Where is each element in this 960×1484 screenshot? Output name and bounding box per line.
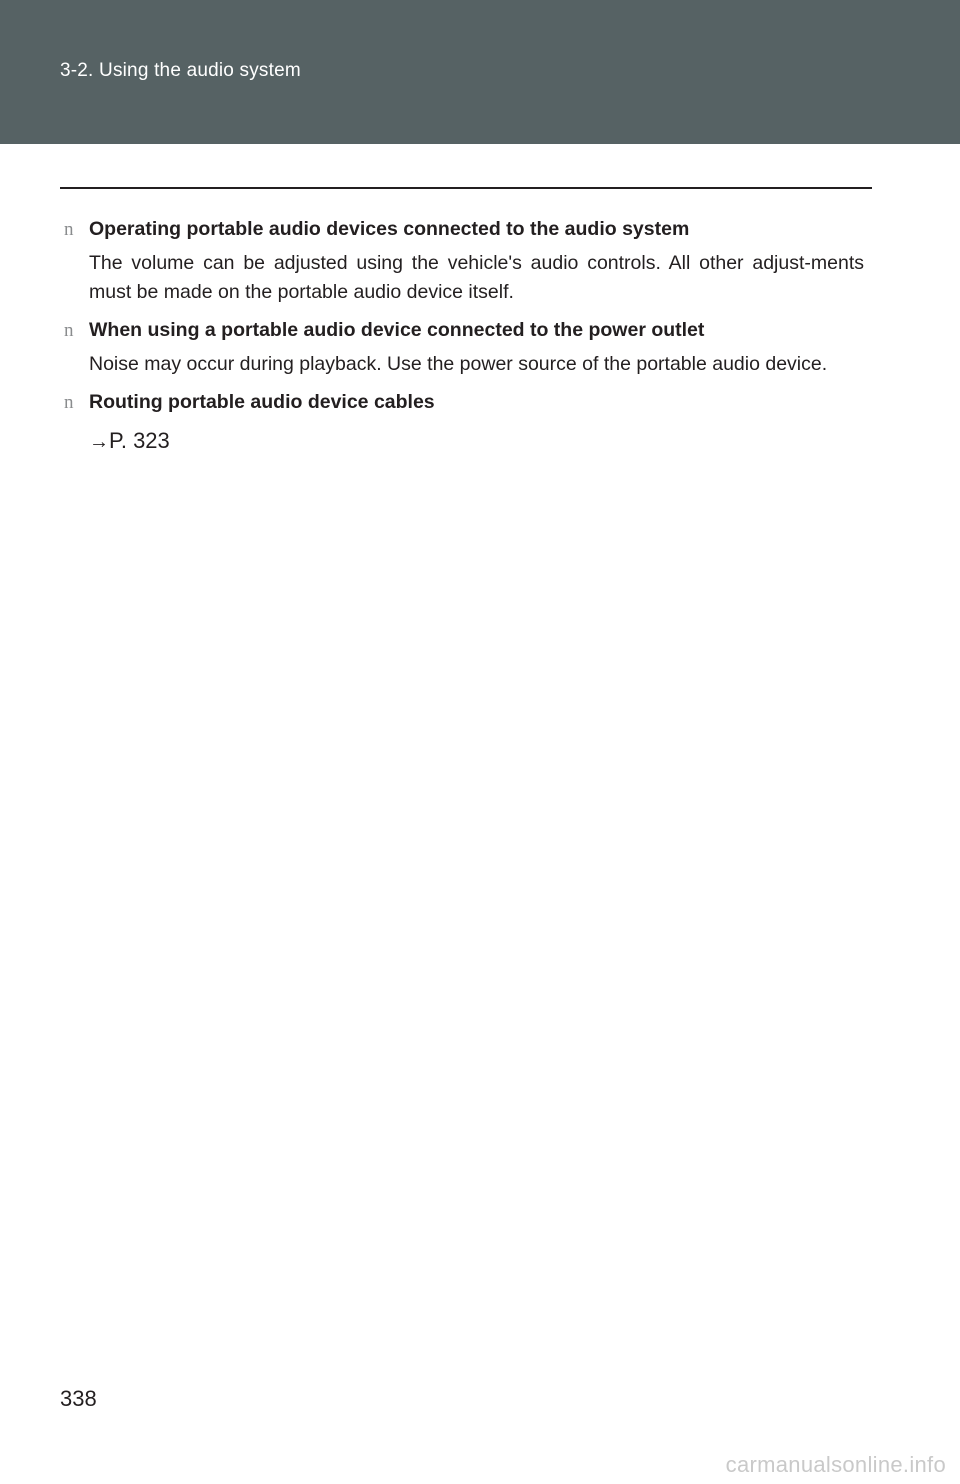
section-power-outlet [64,315,864,379]
section-routing-cables [64,387,864,457]
arrow-right-icon: → [89,431,109,453]
watermark: carmanualsonline.info [725,1452,946,1477]
section-heading [64,214,864,245]
bullet-marker: n [64,320,74,341]
page-number: 338 [60,1386,97,1411]
divider-rule [60,187,872,189]
page-content [64,214,864,457]
section-heading [64,315,864,346]
section-heading-text: When using a portable audio device connected to the power outlet [89,319,705,341]
bullet-marker: n [64,392,74,413]
section-body: Noise may occur during playback. Use the power source of the portable audio device. [89,353,828,375]
chapter-title: 3-2. Using the audio system [60,60,301,81]
page-header [0,0,960,144]
section-body: The volume can be adjusted using the vehicle's audio controls. All other adjust-ments must be made on the portable audio device itself. [89,252,864,303]
section-heading-text: Operating portable audio devices connected to the audio system [89,218,690,240]
page-reference[interactable] [89,426,864,457]
page-reference-text: P. 323 [109,428,170,453]
section-heading-text: Routing portable audio device cables [89,391,435,413]
section-heading [64,387,864,418]
section-operating-devices [64,214,864,307]
bullet-marker: n [64,219,74,240]
